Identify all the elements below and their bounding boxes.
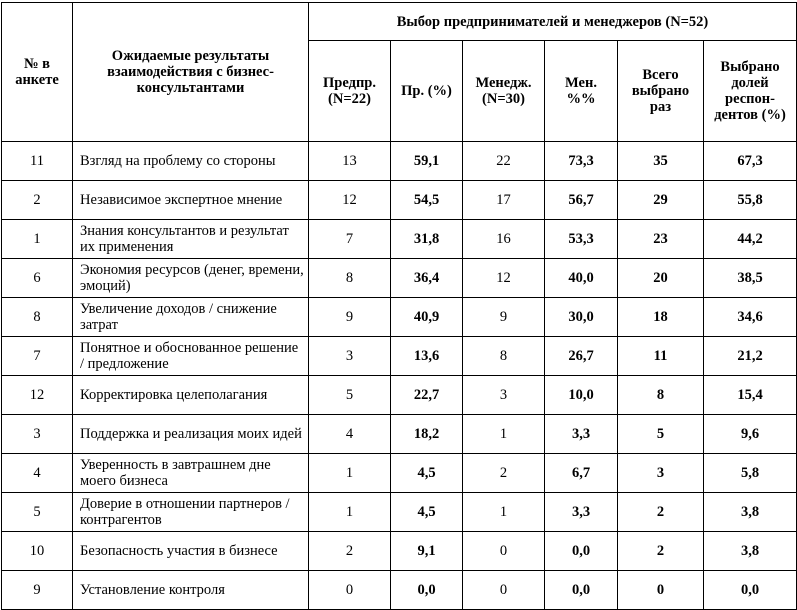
cell-managers-count: 9 — [463, 298, 545, 337]
cell-managers-count: 8 — [463, 337, 545, 376]
cell-share-respondents: 15,4 — [704, 376, 797, 415]
table-row — [2, 415, 797, 454]
table-body — [2, 142, 797, 610]
cell-total-chosen: 35 — [618, 142, 704, 181]
cell-managers-percent: 26,7 — [545, 337, 618, 376]
cell-expected-result: Экономия ресурсов (денег, времени, эмоций) — [73, 259, 309, 298]
cell-expected-result: Взгляд на проблему со стороны — [73, 142, 309, 181]
cell-entrepreneurs-percent: 4,5 — [391, 493, 463, 532]
table-row — [2, 454, 797, 493]
cell-entrepreneurs-count: 13 — [309, 142, 391, 181]
table-row — [2, 181, 797, 220]
cell-questionnaire-number: 4 — [2, 454, 73, 493]
header-entrepreneurs-percent: Пр. (%) — [391, 41, 463, 142]
cell-expected-result: Уверенность в завтрашнем дне моего бизнеса — [73, 454, 309, 493]
cell-expected-result: Поддержка и реализация моих идей — [73, 415, 309, 454]
cell-share-respondents: 21,2 — [704, 337, 797, 376]
cell-share-respondents: 67,3 — [704, 142, 797, 181]
cell-share-respondents: 5,8 — [704, 454, 797, 493]
cell-total-chosen: 18 — [618, 298, 704, 337]
cell-entrepreneurs-percent: 13,6 — [391, 337, 463, 376]
cell-entrepreneurs-count: 12 — [309, 181, 391, 220]
cell-entrepreneurs-percent: 0,0 — [391, 571, 463, 610]
cell-entrepreneurs-percent: 36,4 — [391, 259, 463, 298]
cell-total-chosen: 8 — [618, 376, 704, 415]
cell-entrepreneurs-count: 4 — [309, 415, 391, 454]
cell-questionnaire-number: 3 — [2, 415, 73, 454]
cell-questionnaire-number: 5 — [2, 493, 73, 532]
cell-managers-percent: 3,3 — [545, 415, 618, 454]
cell-entrepreneurs-percent: 31,8 — [391, 220, 463, 259]
cell-questionnaire-number: 11 — [2, 142, 73, 181]
cell-share-respondents: 44,2 — [704, 220, 797, 259]
cell-entrepreneurs-percent: 4,5 — [391, 454, 463, 493]
cell-entrepreneurs-percent: 9,1 — [391, 532, 463, 571]
cell-expected-result: Увеличение доходов / снижение затрат — [73, 298, 309, 337]
cell-total-chosen: 23 — [618, 220, 704, 259]
cell-share-respondents: 55,8 — [704, 181, 797, 220]
cell-entrepreneurs-percent: 18,2 — [391, 415, 463, 454]
cell-managers-count: 22 — [463, 142, 545, 181]
cell-questionnaire-number: 7 — [2, 337, 73, 376]
cell-entrepreneurs-count: 8 — [309, 259, 391, 298]
cell-managers-percent: 30,0 — [545, 298, 618, 337]
cell-entrepreneurs-count: 2 — [309, 532, 391, 571]
cell-managers-count: 3 — [463, 376, 545, 415]
header-questionnaire-number: № в анкете — [2, 3, 73, 142]
cell-managers-percent: 6,7 — [545, 454, 618, 493]
cell-managers-percent: 56,7 — [545, 181, 618, 220]
cell-managers-percent: 0,0 — [545, 571, 618, 610]
cell-managers-percent: 40,0 — [545, 259, 618, 298]
cell-questionnaire-number: 9 — [2, 571, 73, 610]
cell-managers-count: 1 — [463, 493, 545, 532]
cell-total-chosen: 20 — [618, 259, 704, 298]
cell-expected-result: Безопасность участия в бизнесе — [73, 532, 309, 571]
cell-questionnaire-number: 10 — [2, 532, 73, 571]
cell-managers-percent: 53,3 — [545, 220, 618, 259]
cell-entrepreneurs-count: 9 — [309, 298, 391, 337]
cell-questionnaire-number: 8 — [2, 298, 73, 337]
cell-total-chosen: 11 — [618, 337, 704, 376]
cell-managers-percent: 73,3 — [545, 142, 618, 181]
cell-share-respondents: 34,6 — [704, 298, 797, 337]
cell-expected-result: Установление контроля — [73, 571, 309, 610]
table-row — [2, 376, 797, 415]
header-group-choice: Выбор предпринимателей и менеджеров (N=52) — [309, 3, 797, 41]
cell-total-chosen: 5 — [618, 415, 704, 454]
cell-entrepreneurs-percent: 59,1 — [391, 142, 463, 181]
cell-managers-count: 16 — [463, 220, 545, 259]
header-expected-results: Ожидаемые результаты взаимодействия с бизнес-консультантами — [73, 3, 309, 142]
cell-managers-count: 0 — [463, 571, 545, 610]
table-row — [2, 532, 797, 571]
table-row — [2, 142, 797, 181]
cell-entrepreneurs-count: 1 — [309, 454, 391, 493]
cell-managers-count: 12 — [463, 259, 545, 298]
cell-managers-count: 1 — [463, 415, 545, 454]
cell-questionnaire-number: 2 — [2, 181, 73, 220]
cell-entrepreneurs-percent: 54,5 — [391, 181, 463, 220]
cell-managers-percent: 3,3 — [545, 493, 618, 532]
cell-entrepreneurs-count: 1 — [309, 493, 391, 532]
header-entrepreneurs-count: Предпр. (N=22) — [309, 41, 391, 142]
cell-entrepreneurs-count: 5 — [309, 376, 391, 415]
table-row — [2, 493, 797, 532]
cell-managers-count: 17 — [463, 181, 545, 220]
table-row — [2, 220, 797, 259]
cell-entrepreneurs-percent: 40,9 — [391, 298, 463, 337]
header-managers-percent: Мен. %% — [545, 41, 618, 142]
cell-share-respondents: 3,8 — [704, 493, 797, 532]
cell-total-chosen: 29 — [618, 181, 704, 220]
table-row — [2, 298, 797, 337]
cell-total-chosen: 3 — [618, 454, 704, 493]
cell-questionnaire-number: 6 — [2, 259, 73, 298]
results-table — [1, 2, 797, 610]
cell-share-respondents: 38,5 — [704, 259, 797, 298]
cell-expected-result: Понятное и обоснованное решение / предложение — [73, 337, 309, 376]
cell-expected-result: Корректировка целеполагания — [73, 376, 309, 415]
cell-total-chosen: 2 — [618, 493, 704, 532]
header-managers-count: Менедж. (N=30) — [463, 41, 545, 142]
table-row — [2, 571, 797, 610]
cell-total-chosen: 0 — [618, 571, 704, 610]
cell-expected-result: Знания консультантов и результат их применения — [73, 220, 309, 259]
cell-questionnaire-number: 1 — [2, 220, 73, 259]
cell-entrepreneurs-percent: 22,7 — [391, 376, 463, 415]
table-row — [2, 337, 797, 376]
cell-share-respondents: 3,8 — [704, 532, 797, 571]
cell-managers-count: 0 — [463, 532, 545, 571]
cell-managers-percent: 0,0 — [545, 532, 618, 571]
cell-expected-result: Независимое экспертное мнение — [73, 181, 309, 220]
header-share-respondents: Выбрано долей респон-дентов (%) — [704, 41, 797, 142]
cell-total-chosen: 2 — [618, 532, 704, 571]
cell-managers-percent: 10,0 — [545, 376, 618, 415]
table-row — [2, 259, 797, 298]
cell-share-respondents: 0,0 — [704, 571, 797, 610]
cell-entrepreneurs-count: 0 — [309, 571, 391, 610]
cell-entrepreneurs-count: 3 — [309, 337, 391, 376]
cell-entrepreneurs-count: 7 — [309, 220, 391, 259]
cell-share-respondents: 9,6 — [704, 415, 797, 454]
header-total-chosen: Всего выбрано раз — [618, 41, 704, 142]
cell-expected-result: Доверие в отношении партнеров / контрагентов — [73, 493, 309, 532]
cell-questionnaire-number: 12 — [2, 376, 73, 415]
cell-managers-count: 2 — [463, 454, 545, 493]
